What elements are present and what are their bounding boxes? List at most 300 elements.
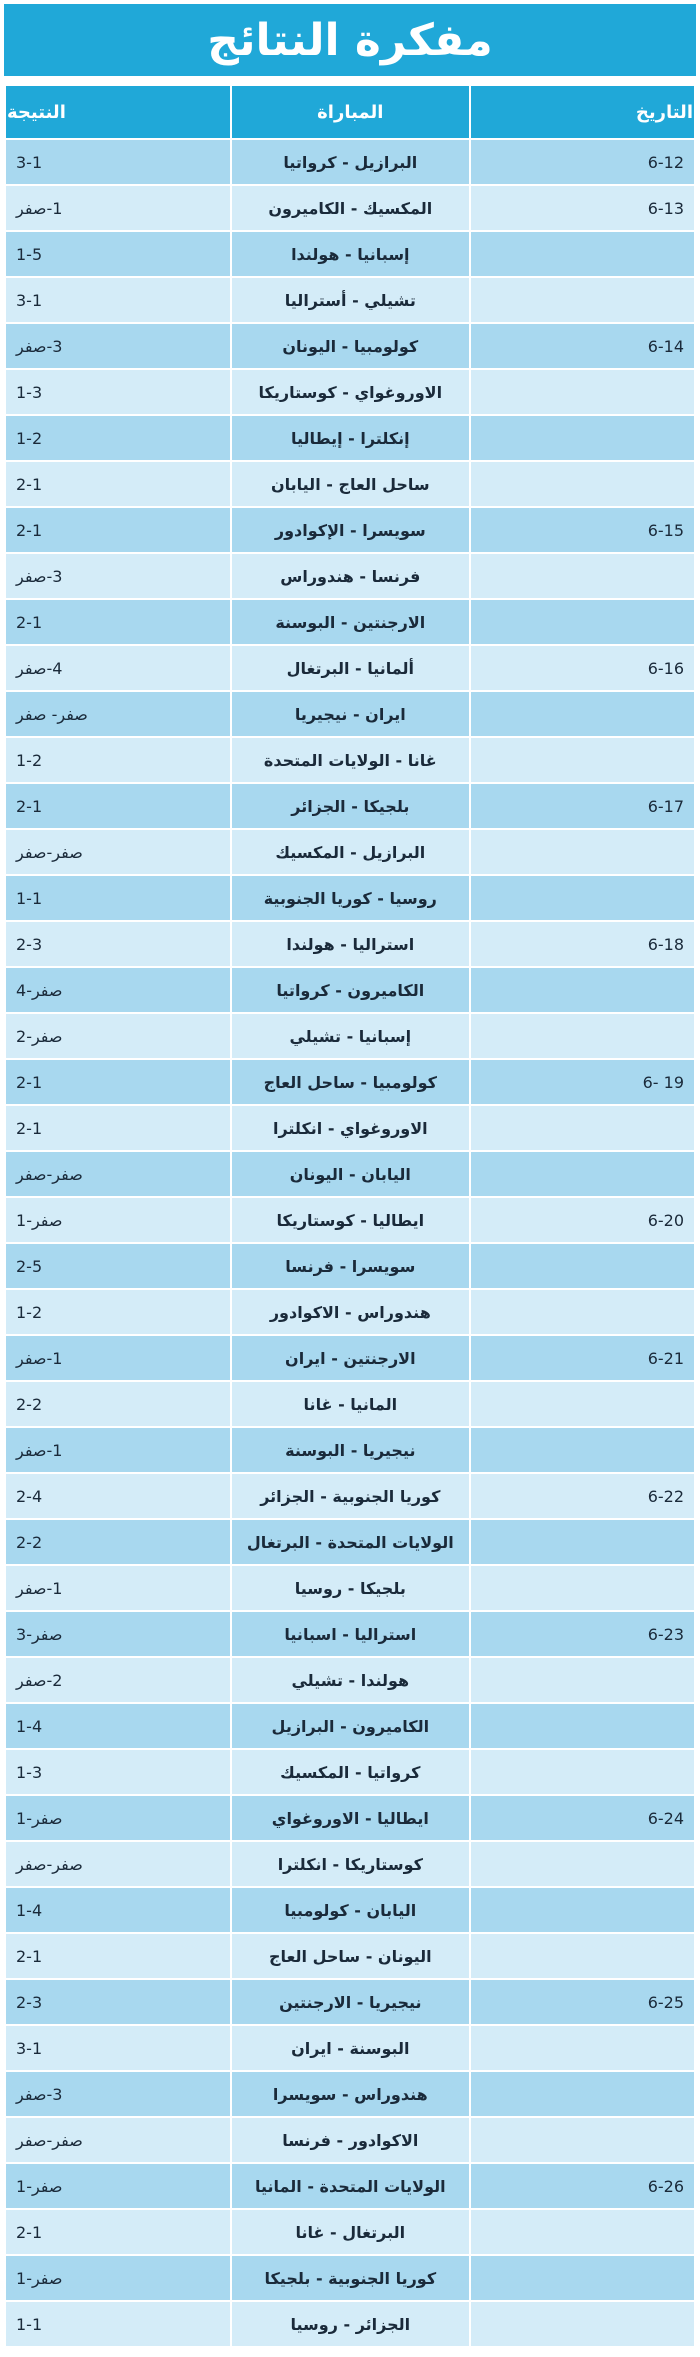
match-cell xyxy=(232,1336,469,1380)
result-cell-text: 4-صفر xyxy=(16,658,63,678)
result-cell-text: 2-1 xyxy=(16,520,43,540)
result-cell xyxy=(6,876,230,920)
match-cell xyxy=(232,1014,469,1058)
result-cell xyxy=(6,1934,230,1978)
result-cell-text: 3-1 xyxy=(16,290,43,310)
match-cell xyxy=(232,140,469,184)
result-cell xyxy=(6,1980,230,2024)
match-cell xyxy=(232,646,469,690)
table-row xyxy=(6,1382,694,1426)
result-cell xyxy=(6,324,230,368)
result-cell xyxy=(6,1658,230,1702)
result-cell xyxy=(6,416,230,460)
result-cell-text: 1-2 xyxy=(16,750,43,770)
table-row xyxy=(6,2026,694,2070)
match-cell-text: هولندا - تشيلي xyxy=(291,1670,410,1690)
match-cell-text: سويسرا - فرنسا xyxy=(285,1256,416,1276)
header-match: المباراة xyxy=(232,86,469,138)
match-cell xyxy=(232,1704,469,1748)
match-cell-text: نيجيريا - البوسنة xyxy=(285,1440,416,1460)
result-cell-text: صفر-1 xyxy=(16,2176,63,2196)
table-row xyxy=(6,2072,694,2116)
match-cell-text: الكاميرون - كرواتيا xyxy=(276,980,425,1000)
match-cell xyxy=(232,1290,469,1334)
date-cell xyxy=(471,140,694,184)
match-cell xyxy=(232,278,469,322)
table-row xyxy=(6,508,694,552)
result-cell-text: 2-2 xyxy=(16,1394,43,1414)
match-cell-text: البرازيل - كرواتيا xyxy=(283,152,418,172)
result-cell xyxy=(6,278,230,322)
match-cell-text: البرازيل - المكسيك xyxy=(275,842,426,862)
result-cell-text: 3-صفر xyxy=(16,566,63,586)
table-row xyxy=(6,1704,694,1748)
match-cell-text: الجزائر - روسيا xyxy=(290,2314,411,2334)
table-row xyxy=(6,922,694,966)
date-cell-text: 6-22 xyxy=(647,1486,684,1506)
table-row xyxy=(6,1658,694,1702)
date-cell xyxy=(471,2026,694,2070)
match-cell-text: استراليا - هولندا xyxy=(286,934,415,954)
date-cell xyxy=(471,232,694,276)
match-cell-text: بلجيكا - روسيا xyxy=(294,1578,406,1598)
result-cell-text: 1-صفر xyxy=(16,1348,63,1368)
match-cell-text: كولومبيا - اليونان xyxy=(282,336,419,356)
match-cell-text: إنكلترا - إيطاليا xyxy=(290,428,410,448)
date-cell xyxy=(471,278,694,322)
match-cell xyxy=(232,1934,469,1978)
result-cell-text: 1-صفر xyxy=(16,198,63,218)
match-cell xyxy=(232,1566,469,1610)
result-cell xyxy=(6,554,230,598)
table-row xyxy=(6,1980,694,2024)
result-cell-text: 2-1 xyxy=(16,1072,43,1092)
title-banner xyxy=(4,4,696,76)
date-cell xyxy=(471,968,694,1012)
match-cell-text: كوريا الجنوبية - الجزائر xyxy=(260,1486,441,1506)
match-cell xyxy=(232,186,469,230)
date-cell-text: 6- 19 xyxy=(642,1072,684,1092)
match-cell xyxy=(232,324,469,368)
result-cell xyxy=(6,1888,230,1932)
date-cell xyxy=(471,1290,694,1334)
date-cell-text: 6-13 xyxy=(647,198,684,218)
match-cell-text: إسبانيا - هولندا xyxy=(291,244,410,264)
date-cell xyxy=(471,1750,694,1794)
date-cell xyxy=(471,1060,694,1104)
match-cell-text: كوريا الجنوبية - بلجيكا xyxy=(264,2268,437,2288)
result-cell-text: 3-صفر xyxy=(16,336,63,356)
match-cell xyxy=(232,600,469,644)
result-cell xyxy=(6,370,230,414)
match-cell-text: الاوروغواي - انكلترا xyxy=(272,1118,428,1138)
match-cell xyxy=(232,1520,469,1564)
date-cell xyxy=(471,2072,694,2116)
match-cell-text: سويسرا - الإكوادور xyxy=(274,520,426,540)
result-cell xyxy=(6,1060,230,1104)
table-row xyxy=(6,1152,694,1196)
match-cell-text: الارجنتين - ايران xyxy=(285,1348,416,1368)
date-cell xyxy=(471,600,694,644)
result-cell xyxy=(6,1382,230,1426)
header-result: النتيجة xyxy=(6,86,230,138)
date-cell-text: 6-16 xyxy=(647,658,684,678)
result-cell-text: صفر-1 xyxy=(16,1210,63,1230)
result-cell-text: 1-4 xyxy=(16,1716,43,1736)
date-cell xyxy=(471,1382,694,1426)
match-cell xyxy=(232,508,469,552)
table-row xyxy=(6,738,694,782)
result-cell xyxy=(6,1198,230,1242)
date-cell xyxy=(471,462,694,506)
result-cell-text: 3-1 xyxy=(16,2038,43,2058)
result-cell xyxy=(6,1704,230,1748)
result-cell-text: 1-3 xyxy=(16,1762,43,1782)
match-cell xyxy=(232,784,469,828)
table-row xyxy=(6,416,694,460)
table-row xyxy=(6,968,694,1012)
date-cell xyxy=(471,1980,694,2024)
result-cell-text: 2-1 xyxy=(16,474,43,494)
date-cell xyxy=(471,1934,694,1978)
table-row xyxy=(6,462,694,506)
result-cell-text: صفر-صفر xyxy=(16,2130,83,2150)
result-cell xyxy=(6,2302,230,2346)
table-row xyxy=(6,1290,694,1334)
result-cell-text: 1-5 xyxy=(16,244,43,264)
match-cell-text: ايطاليا - الاوروغواي xyxy=(271,1808,429,1828)
table-row xyxy=(6,646,694,690)
date-cell xyxy=(471,2118,694,2162)
result-cell xyxy=(6,2164,230,2208)
match-cell-text: اليونان - ساحل العاج xyxy=(268,1946,432,1966)
result-cell-text: 2-4 xyxy=(16,1486,43,1506)
match-cell xyxy=(232,232,469,276)
date-cell xyxy=(471,1014,694,1058)
date-cell-text: 6-23 xyxy=(647,1624,684,1644)
result-cell xyxy=(6,600,230,644)
table-row xyxy=(6,1014,694,1058)
match-cell xyxy=(232,1198,469,1242)
date-cell-text: 6-17 xyxy=(647,796,684,816)
result-cell-text: 3-صفر xyxy=(16,2084,63,2104)
result-cell-text: 1-4 xyxy=(16,1900,43,1920)
table-row xyxy=(6,1796,694,1840)
result-cell-text: 2-5 xyxy=(16,1256,43,1276)
date-cell xyxy=(471,416,694,460)
result-cell xyxy=(6,186,230,230)
result-cell-text: 1-صفر xyxy=(16,1440,63,1460)
match-cell-text: غانا - الولايات المتحدة xyxy=(263,750,437,770)
match-cell-text: فرنسا - هندوراس xyxy=(280,566,421,586)
result-cell xyxy=(6,784,230,828)
result-cell xyxy=(6,1152,230,1196)
match-cell-text: روسيا - كوريا الجنوبية xyxy=(263,888,437,908)
date-cell-text: 6-15 xyxy=(647,520,684,540)
date-cell xyxy=(471,1658,694,1702)
result-cell-text: 2-صفر xyxy=(16,1670,63,1690)
result-cell xyxy=(6,1428,230,1472)
date-cell xyxy=(471,2302,694,2346)
result-cell-text: صفر-صفر xyxy=(16,1854,83,1874)
result-cell-text: 1-2 xyxy=(16,1302,43,1322)
result-cell-text: 2-1 xyxy=(16,1946,43,1966)
date-cell xyxy=(471,876,694,920)
match-cell xyxy=(232,1888,469,1932)
result-cell xyxy=(6,1750,230,1794)
table-row xyxy=(6,1198,694,1242)
table-row xyxy=(6,1750,694,1794)
match-cell xyxy=(232,462,469,506)
date-cell xyxy=(471,2256,694,2300)
result-cell-text: 2-1 xyxy=(16,1118,43,1138)
match-cell-text: اليابان - اليونان xyxy=(289,1164,411,1184)
table-row xyxy=(6,1060,694,1104)
table-row xyxy=(6,2164,694,2208)
table-row xyxy=(6,600,694,644)
result-cell-text: صفر- صفر xyxy=(16,704,88,724)
match-cell xyxy=(232,922,469,966)
results-table xyxy=(4,84,696,2348)
result-cell-text: 1-صفر xyxy=(16,1578,63,1598)
match-cell xyxy=(232,1842,469,1886)
table-row xyxy=(6,232,694,276)
date-cell-text: 6-18 xyxy=(647,934,684,954)
result-cell-text: 2-1 xyxy=(16,2222,43,2242)
table-row xyxy=(6,1336,694,1380)
match-cell xyxy=(232,1658,469,1702)
table-row xyxy=(6,2256,694,2300)
table-row xyxy=(6,692,694,736)
match-cell-text: كولومبيا - ساحل العاج xyxy=(263,1072,437,1092)
table-row xyxy=(6,278,694,322)
date-cell-text: 6-24 xyxy=(647,1808,684,1828)
match-cell xyxy=(232,554,469,598)
date-cell-text: 6-20 xyxy=(647,1210,684,1230)
result-cell xyxy=(6,646,230,690)
result-cell-text: 2-1 xyxy=(16,612,43,632)
match-cell-text: اليابان - كولومبيا xyxy=(284,1900,417,1920)
match-cell-text: هندوراس - سويسرا xyxy=(272,2084,428,2104)
match-cell xyxy=(232,1106,469,1150)
match-cell xyxy=(232,2026,469,2070)
match-cell xyxy=(232,1428,469,1472)
date-cell xyxy=(471,554,694,598)
result-cell-text: صفر-1 xyxy=(16,1808,63,1828)
date-cell xyxy=(471,1428,694,1472)
date-cell xyxy=(471,1704,694,1748)
table-row xyxy=(6,784,694,828)
date-cell xyxy=(471,1842,694,1886)
date-cell xyxy=(471,1566,694,1610)
result-cell-text: 1-1 xyxy=(16,2314,43,2334)
match-cell xyxy=(232,1980,469,2024)
result-cell xyxy=(6,140,230,184)
match-cell-text: ساحل العاج - اليابان xyxy=(270,474,430,494)
table-row xyxy=(6,140,694,184)
result-cell xyxy=(6,1014,230,1058)
date-cell xyxy=(471,922,694,966)
table-row xyxy=(6,1520,694,1564)
table-row xyxy=(6,1612,694,1656)
result-cell-text: 1-3 xyxy=(16,382,43,402)
date-cell-text: 6-26 xyxy=(647,2176,684,2196)
match-cell-text: نيجيريا - الارجنتين xyxy=(279,1992,422,2012)
result-cell xyxy=(6,1612,230,1656)
date-cell-text: 6-21 xyxy=(647,1348,684,1368)
date-cell-text: 6-25 xyxy=(647,1992,684,2012)
date-cell xyxy=(471,324,694,368)
table-row xyxy=(6,186,694,230)
result-cell xyxy=(6,1566,230,1610)
result-cell xyxy=(6,1290,230,1334)
date-cell xyxy=(471,830,694,874)
match-cell-text: ايطاليا - كوستاريكا xyxy=(276,1210,425,1230)
match-cell xyxy=(232,2210,469,2254)
match-cell xyxy=(232,1612,469,1656)
match-cell-text: المانيا - غانا xyxy=(303,1394,398,1414)
date-cell xyxy=(471,692,694,736)
result-cell xyxy=(6,1106,230,1150)
result-cell-text: 2-2 xyxy=(16,1532,43,1552)
match-cell-text: الاكوادور - فرنسا xyxy=(282,2130,419,2150)
result-cell xyxy=(6,968,230,1012)
result-cell xyxy=(6,1842,230,1886)
table-row xyxy=(6,370,694,414)
match-cell-text: ايران - نيجيريا xyxy=(294,704,406,724)
match-cell-text: بلجيكا - الجزائر xyxy=(291,796,410,816)
match-cell-text: الولايات المتحدة - البرتغال xyxy=(246,1532,454,1552)
date-cell xyxy=(471,1474,694,1518)
header-date: التاريخ xyxy=(471,86,694,138)
match-cell-text: كوستاريكا - انكلترا xyxy=(277,1854,423,1874)
match-cell xyxy=(232,2072,469,2116)
date-cell xyxy=(471,784,694,828)
date-cell xyxy=(471,2164,694,2208)
date-cell xyxy=(471,1796,694,1840)
match-cell xyxy=(232,1060,469,1104)
table-row xyxy=(6,554,694,598)
date-cell-text: 6-12 xyxy=(647,152,684,172)
result-cell-text: 2-1 xyxy=(16,796,43,816)
table-header-row xyxy=(6,86,694,138)
result-cell xyxy=(6,1796,230,1840)
date-cell xyxy=(471,186,694,230)
match-cell xyxy=(232,1750,469,1794)
date-cell xyxy=(471,2210,694,2254)
date-cell xyxy=(471,370,694,414)
match-cell xyxy=(232,1152,469,1196)
match-cell-text: الاوروغواي - كوستاريكا xyxy=(258,382,443,402)
result-cell-text: صفر-2 xyxy=(16,1026,63,1046)
match-cell xyxy=(232,876,469,920)
match-cell-text: هندوراس - الاكوادور xyxy=(269,1302,431,1322)
result-cell xyxy=(6,2118,230,2162)
match-cell xyxy=(232,1474,469,1518)
table-row xyxy=(6,1244,694,1288)
date-cell xyxy=(471,1612,694,1656)
match-cell-text: الارجنتين - البوسنة xyxy=(275,612,426,632)
date-cell xyxy=(471,1520,694,1564)
result-cell-text: 2-3 xyxy=(16,1992,43,2012)
result-cell-text: 1-1 xyxy=(16,888,43,908)
table-row xyxy=(6,1474,694,1518)
result-cell-text: صفر-3 xyxy=(16,1624,63,1644)
match-cell xyxy=(232,1382,469,1426)
result-cell xyxy=(6,1336,230,1380)
result-cell xyxy=(6,922,230,966)
match-cell xyxy=(232,1796,469,1840)
match-cell xyxy=(232,2302,469,2346)
result-cell-text: صفر-صفر xyxy=(16,842,83,862)
match-cell-text: البرتغال - غانا xyxy=(295,2222,406,2242)
result-cell-text: 2-3 xyxy=(16,934,43,954)
date-cell xyxy=(471,1244,694,1288)
table-row xyxy=(6,876,694,920)
match-cell xyxy=(232,830,469,874)
match-cell xyxy=(232,416,469,460)
match-cell-text: كرواتيا - المكسيك xyxy=(280,1762,421,1782)
result-cell xyxy=(6,830,230,874)
result-cell xyxy=(6,2210,230,2254)
table-row xyxy=(6,1934,694,1978)
match-cell xyxy=(232,2164,469,2208)
match-cell-text: البوسنة - ايران xyxy=(291,2038,410,2058)
match-cell xyxy=(232,370,469,414)
match-cell-text: الكاميرون - البرازيل xyxy=(271,1716,430,1736)
result-cell xyxy=(6,1244,230,1288)
date-cell xyxy=(471,1888,694,1932)
match-cell xyxy=(232,1244,469,1288)
result-cell xyxy=(6,232,230,276)
date-cell-text: 6-14 xyxy=(647,336,684,356)
result-cell xyxy=(6,1474,230,1518)
result-cell-text: 3-1 xyxy=(16,152,43,172)
date-cell xyxy=(471,738,694,782)
result-cell-text: 1-2 xyxy=(16,428,43,448)
table-row xyxy=(6,830,694,874)
match-cell-text: إسبانيا - تشيلي xyxy=(289,1026,412,1046)
result-cell xyxy=(6,2026,230,2070)
result-cell xyxy=(6,738,230,782)
table-row xyxy=(6,1566,694,1610)
page-title: مفكرة النتائج xyxy=(207,14,493,66)
table-row xyxy=(6,2118,694,2162)
match-cell-text: ألمانيا - البرتغال xyxy=(286,658,415,678)
date-cell xyxy=(471,1198,694,1242)
result-cell-text: صفر-1 xyxy=(16,2268,63,2288)
date-cell xyxy=(471,1152,694,1196)
match-cell xyxy=(232,738,469,782)
result-cell xyxy=(6,1520,230,1564)
result-cell xyxy=(6,508,230,552)
match-cell xyxy=(232,2118,469,2162)
table-row xyxy=(6,1106,694,1150)
table-row xyxy=(6,1888,694,1932)
table-row xyxy=(6,1428,694,1472)
table-row xyxy=(6,1842,694,1886)
match-cell-text: الولايات المتحدة - المانيا xyxy=(254,2176,446,2196)
date-cell xyxy=(471,646,694,690)
match-cell xyxy=(232,692,469,736)
date-cell xyxy=(471,508,694,552)
match-cell xyxy=(232,2256,469,2300)
result-cell xyxy=(6,2256,230,2300)
match-cell-text: المكسيك - الكاميرون xyxy=(268,198,433,218)
result-cell-text: صفر-4 xyxy=(16,980,63,1000)
result-cell-text: صفر-صفر xyxy=(16,1164,83,1184)
table-row xyxy=(6,2302,694,2346)
